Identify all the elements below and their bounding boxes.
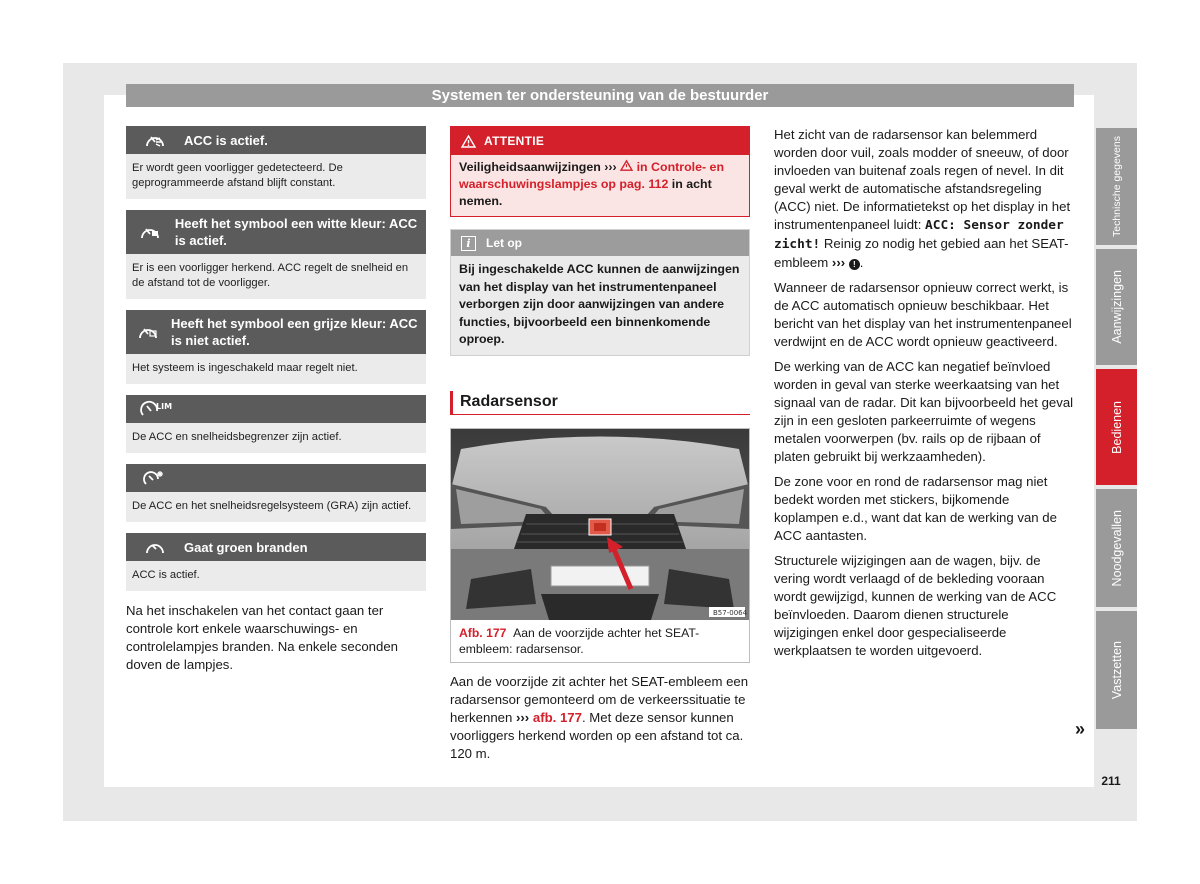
tab-technische-gegevens[interactable]: Technische gegevens: [1096, 128, 1137, 245]
warning-link[interactable]: in Controle- en waarschuwingslampjes op pag. 112: [459, 160, 725, 191]
info-circle-icon: !: [849, 259, 860, 270]
acc-vehicle-icon: [126, 223, 175, 241]
page-number: 211: [1101, 774, 1121, 788]
indicator-title: Heeft het symbool een witte kleur: ACC is actief.: [174, 216, 418, 248]
acc-vehicle-icon: [126, 323, 171, 341]
indicator-green: [126, 533, 426, 591]
indicator-acc-white: [126, 210, 426, 299]
warning-box: [450, 126, 750, 217]
indicator-description: De ACC en het snelheidsregelsysteem (GRA) zijn actief.: [126, 492, 426, 522]
figure: [450, 428, 750, 663]
intro-paragraph: Na het inschakelen van het contact gaan ter controle kort enkele waarschuwings- en controlelampjes branden. Na enkele seconden doven de lampjes.: [126, 603, 398, 672]
display-message: ACC: Sensor zonder zicht!: [774, 218, 1064, 252]
indicator-description: Er wordt geen voorligger gedetecteerd. De geprogrammeerde afstand blijft constant.: [126, 154, 426, 199]
warning-triangle-icon: [461, 135, 476, 148]
speedometer-icon: [126, 538, 184, 556]
indicator-description: ACC is actief.: [126, 561, 426, 591]
indicator-acc-grey: [126, 310, 426, 384]
warning-triangle-icon: [620, 160, 633, 171]
note-box: [450, 229, 750, 356]
right-column: [774, 126, 1076, 667]
warning-title: ATTENTIE: [484, 134, 545, 148]
radar-paragraph: Aan de voorzijde zit achter het SEAT-embleem een radarsensor gemonteerd om de verkeerssituatie te herkennen ››› afb. 177. Met deze sensor kunnen voorliggers herkend worden op een afstand tot ca. 120 m.: [450, 673, 749, 761]
car-front-image: [451, 429, 749, 620]
tab-vastzetten[interactable]: Vastzetten: [1096, 611, 1137, 729]
arrow-glyph: ›››: [604, 160, 617, 174]
indicator-column: [126, 126, 426, 674]
page-header: Systemen ter ondersteuning van de bestuurder: [126, 84, 1074, 107]
figure-reference-link[interactable]: afb. 177: [532, 709, 582, 725]
indicator-acc-active: [126, 126, 426, 199]
tab-aanwijzingen[interactable]: Aanwijzingen: [1096, 249, 1137, 365]
arrow-glyph: ›››: [831, 255, 846, 270]
indicator-description: Er is een voorligger herkend. ACC regelt de snelheid en de afstand tot de voorligger.: [126, 254, 426, 299]
warning-text: Veiligheidsaanwijzingen: [459, 160, 601, 174]
middle-column: [450, 126, 750, 763]
warning-text: in acht nemen.: [459, 177, 712, 208]
paragraph: Wanneer de radarsensor opnieuw correct werkt, is de ACC automatisch opnieuw beschikbaar. Het bericht van het display van het instrumentenpaneel verdwijnt en de ACC wordt opnieuw geactiveerd.: [774, 280, 1072, 349]
acc-limiter-icon: [126, 400, 184, 418]
tab-noodgevallen[interactable]: Noodgevallen: [1096, 489, 1137, 607]
tab-bedienen[interactable]: Bedienen: [1096, 369, 1137, 485]
indicator-acc-cruise: [126, 464, 426, 522]
figure-caption: Aan de voorzijde achter het SEAT-embleem: radarsensor.: [459, 625, 700, 656]
indicator-acc-limiter: [126, 395, 426, 453]
figure-code: B57-0064: [713, 608, 748, 617]
paragraph: Het zicht van de radarsensor kan belemmerd worden door vuil, zoals modder of sneeuw, of door invloeden van buitenaf zoals regen of nevel. In dit geval werkt de automatische afstandsregeling (ACC) niet. De informatietekst op het display in het instrumentenpaneel luidt: ACC: Sensor zonder zicht! Reinig zo nodig het gebied aan het SEAT-embleem ››› ! .: [774, 127, 1071, 270]
svg-text:LIM: LIM: [156, 402, 173, 411]
acc-icon: [126, 131, 184, 149]
indicator-title: Gaat groen branden: [184, 539, 308, 555]
paragraph: De werking van de ACC kan negatief beïnvloed worden in geval van sterke weerkaatsing van het signaal van de radar. Dit kan bijvoorbeeld het geval zijn in een gesloten parkeerruimte of wegens metalen voorwerpen (bv. rails op de rijbaan of platen gebruikt bij werkzaamheden).: [774, 359, 1074, 464]
note-title: Let op: [486, 236, 522, 250]
figure-label: Afb. 177: [459, 625, 507, 640]
indicator-description: Het systeem is ingeschakeld maar regelt niet.: [126, 354, 426, 384]
info-icon: i: [461, 236, 476, 251]
indicator-title: ACC is actief.: [184, 132, 268, 148]
arrow-glyph: ›››: [516, 709, 530, 725]
paragraph: Structurele wijzigingen aan de wagen, bijv. de vering wordt verlaagd of de bekleding vooraan wordt gewijzigd, kunnen de werking van de ACC beïnvloeden. Daarom dienen structurele wijzigingen enkel door gespecialiseerde werkplaatsen te worden uitgevoerd.: [774, 553, 1057, 658]
continue-marker: »: [1075, 719, 1086, 739]
paragraph: De zone voor en rond de radarsensor mag niet bedekt worden met stickers, bijkomende koplampen e.d., want dat kan de werking van de ACC aantasten.: [774, 474, 1057, 543]
note-text: Bij ingeschakelde ACC kunnen de aanwijzingen van het display van het instrumentenpaneel verborgen zijn door aanwijzingen van andere functies, bijvoorbeeld een binnenkomende oproep.: [459, 262, 740, 346]
indicator-description: De ACC en snelheidsbegrenzer zijn actief.: [126, 423, 426, 453]
section-title: Radarsensor: [450, 391, 750, 415]
indicator-title: Heeft het symbool een grijze kleur: ACC is niet actief.: [170, 316, 418, 348]
acc-cruise-icon: [126, 469, 184, 487]
